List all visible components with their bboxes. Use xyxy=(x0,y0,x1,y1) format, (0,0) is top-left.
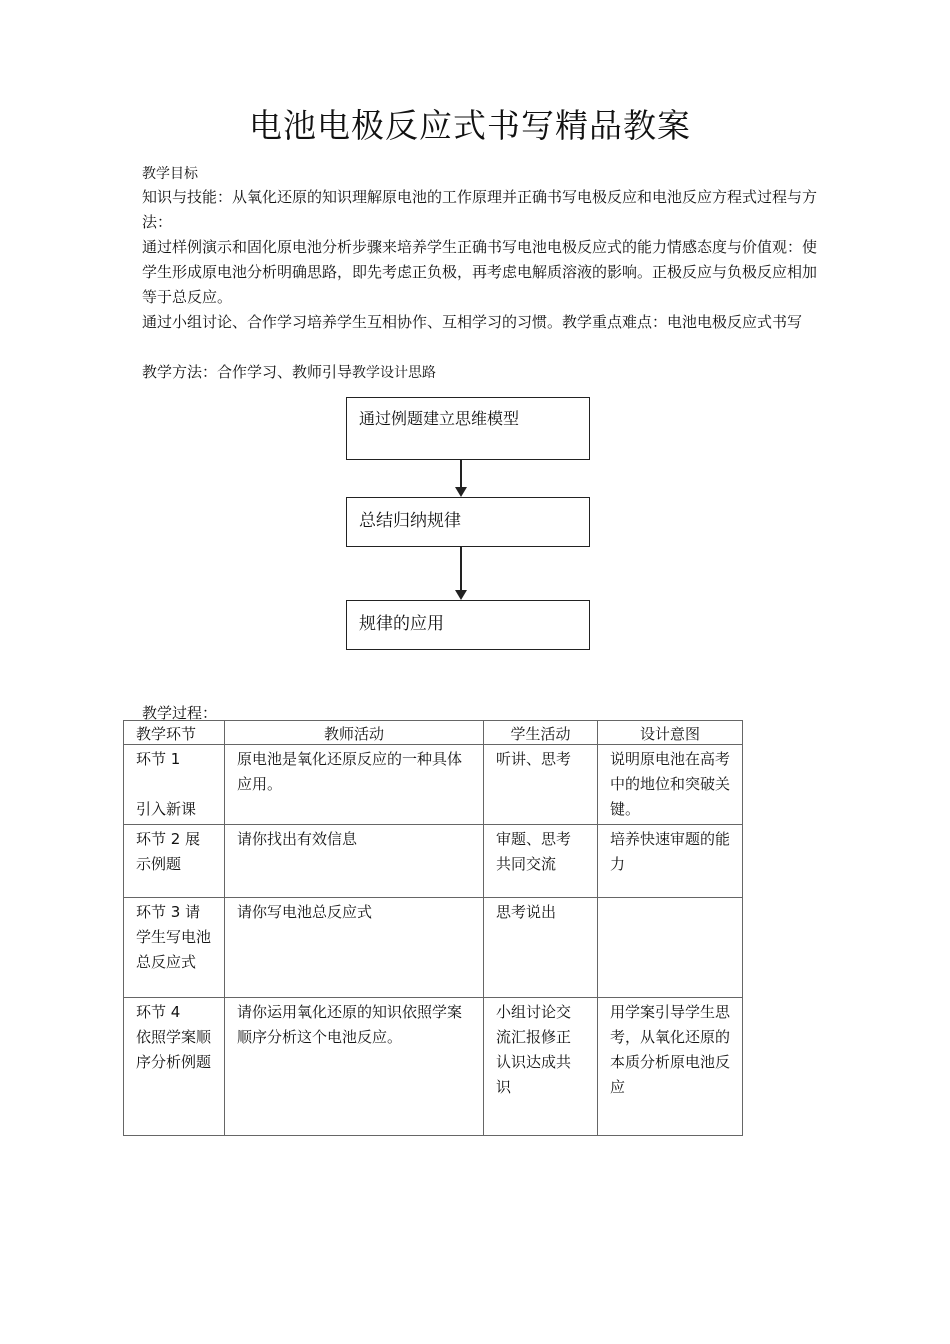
cell-teacher: 原电池是氧化还原反应的一种具体应用。 xyxy=(225,745,484,825)
cell-intent xyxy=(598,898,743,998)
header-stage: 教学环节 xyxy=(124,721,225,745)
table-row xyxy=(124,745,743,825)
table-header-row xyxy=(124,721,743,745)
cell-teacher: 请你运用氧化还原的知识依照学案顺序分析这个电池反应。 xyxy=(225,998,484,1136)
flow-arrow-2 xyxy=(460,547,462,590)
cell-intent: 培养快速审题的能力 xyxy=(598,825,743,898)
flow-arrowhead-2 xyxy=(455,590,467,600)
cell-student: 思考说出 xyxy=(484,898,598,998)
header-student: 学生活动 xyxy=(484,721,598,745)
table-row xyxy=(124,898,743,998)
cell-intent: 用学案引导学生思考，从氧化还原的本质分析原电池反应 xyxy=(598,998,743,1136)
table-row xyxy=(124,825,743,898)
process-table xyxy=(123,720,743,1136)
cell-teacher: 请你写电池总反应式 xyxy=(225,898,484,998)
cell-intent: 说明原电池在高考中的地位和突破关键。 xyxy=(598,745,743,825)
cell-stage: 环节 1 引入新课 xyxy=(124,745,225,825)
flow-box-1: 通过例题建立思维模型 xyxy=(346,397,590,460)
cell-student: 审题、思考共同交流 xyxy=(484,825,598,898)
flow-box-3: 规律的应用 xyxy=(346,600,590,650)
paragraph-knowledge: 知识与技能：从氧化还原的知识理解原电池的工作原理并正确书写电极反应和电池反应方程式过程与方法： xyxy=(142,188,818,231)
paragraph-collaboration: 通过小组讨论、合作学习培养学生互相协作、互相学习的习惯。教学重点难点：电池电极反应式书写 xyxy=(142,313,803,331)
flow-box-2: 总结归纳规律 xyxy=(346,497,590,547)
cell-teacher: 请你找出有效信息 xyxy=(225,825,484,898)
page-title: 电池电极反应式书写精品教案 xyxy=(249,106,691,145)
paragraph-process: 通过样例演示和固化原电池分析步骤来培养学生正确书写电池电极反应式的能力情感态度与价值观：使学生形成原电池分析明确思路，即先考虑正负极，再考虑电解质溶液的影响。正极反应与负极反应相加等于总反应。 xyxy=(142,238,818,306)
method-line: 教学方法：合作学习、教师引导 xyxy=(142,363,353,381)
paragraph-method xyxy=(142,360,822,386)
header-teacher: 教师活动 xyxy=(225,721,484,745)
flow-arrowhead-1 xyxy=(455,487,467,497)
flow-arrow-1 xyxy=(460,460,462,487)
section-heading-goals: 教学目标 xyxy=(142,166,198,182)
cell-stage: 环节 4 依照学案顺序分析例题 xyxy=(124,998,225,1136)
cell-stage: 环节 2 展示例题 xyxy=(124,825,225,898)
cell-stage: 环节 3 请学生写电池总反应式 xyxy=(124,898,225,998)
table-row xyxy=(124,998,743,1136)
cell-student: 小组讨论交流汇报修正认识达成共识 xyxy=(484,998,598,1136)
cell-student: 听讲、思考 xyxy=(484,745,598,825)
header-intent: 设计意图 xyxy=(598,721,743,745)
design-heading: 教学设计思路 xyxy=(352,365,437,381)
section-heading-process: 教学过程： xyxy=(142,704,218,722)
